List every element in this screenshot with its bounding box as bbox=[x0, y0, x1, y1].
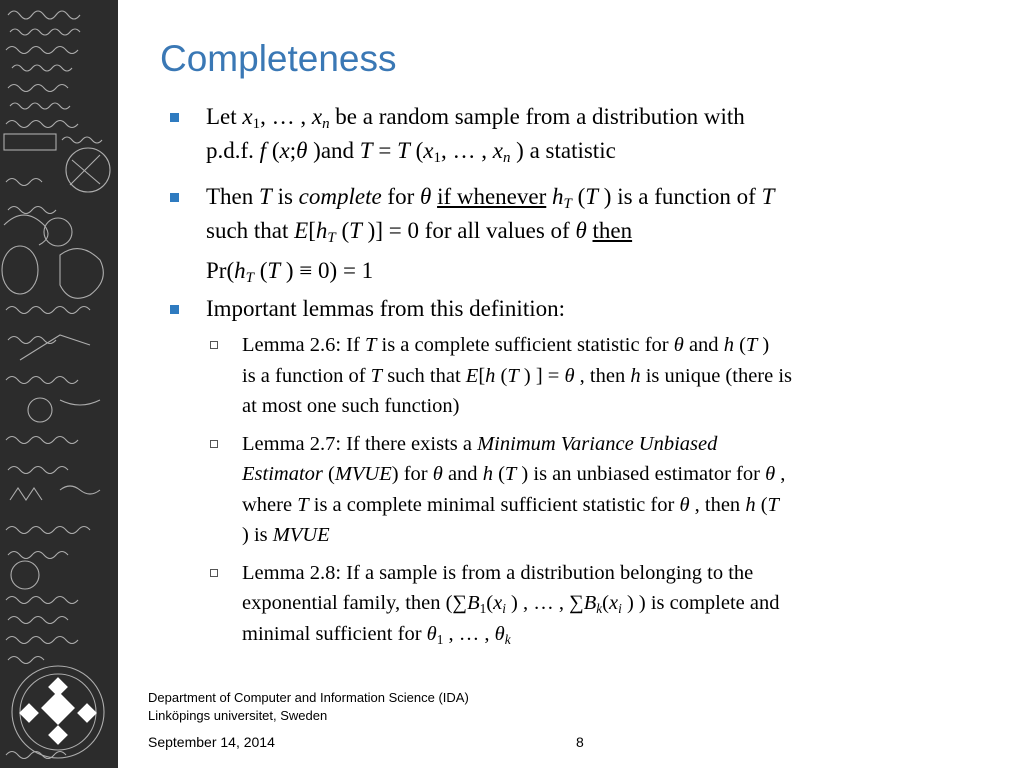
hollow-square-bullet-icon bbox=[210, 440, 218, 448]
text-line: minimal sufficient for $\theta_1$ , … , $\theta_k$ bbox=[242, 622, 511, 647]
footer-date: September 14, 2014 bbox=[148, 734, 275, 750]
slide-title: Completeness bbox=[160, 38, 397, 79]
text-line: ) is MVUE bbox=[242, 524, 330, 546]
probability-equation: $Pr(h_T$ (T ) ≡ 0) = 1 bbox=[206, 258, 374, 286]
text-line: is a function of T such that E[h (T ) ] = θ , then h is unique (there is bbox=[242, 364, 793, 387]
square-bullet-icon bbox=[170, 193, 179, 202]
chalkboard-sidebar bbox=[0, 0, 118, 768]
footer-department bbox=[148, 689, 469, 725]
page-number: 8 bbox=[576, 734, 584, 750]
lemma-2-7 bbox=[170, 429, 950, 551]
text-line: where T is a complete minimal sufficient statistic for θ , then h (T bbox=[242, 493, 779, 516]
text-line: such that $E[h_T$ (T )] = 0 for all values of θ then bbox=[206, 218, 633, 246]
slide-content bbox=[170, 100, 950, 656]
square-bullet-icon bbox=[170, 113, 179, 122]
hollow-square-bullet-icon bbox=[210, 569, 218, 577]
department-name: Department of Computer and Information Science (IDA) bbox=[148, 690, 469, 705]
bullet-lemmas-heading bbox=[170, 292, 950, 326]
lemma-2-6 bbox=[170, 330, 950, 422]
text-line: p.d.f. f (x;θ )and T = T ($x_1$, … , $x_n$ ) a statistic bbox=[206, 138, 616, 166]
linkoping-university-logo-icon bbox=[19, 677, 97, 745]
text-line: exponential family, then ($\sum B_1(x_i$ ) , … , $\sum B_k(x_i$ ) ) is complete and bbox=[242, 592, 780, 616]
text-line: Then T is complete for θ if whenever $h_T$ (T ) is a function of T bbox=[206, 184, 775, 212]
text-line: Lemma 2.8: If a sample is from a distribution belonging to the bbox=[242, 561, 754, 584]
lemma-2-8 bbox=[170, 558, 950, 650]
university-name: Linköpings universitet, Sweden bbox=[148, 708, 328, 723]
bullet-random-sample bbox=[170, 100, 950, 168]
bullet-complete-definition bbox=[170, 180, 950, 248]
text-line: Important lemmas from this definition: bbox=[206, 296, 565, 321]
chalkboard-doodles-icon bbox=[0, 0, 118, 768]
square-bullet-icon bbox=[170, 305, 179, 314]
text-line: Estimator (MVUE) for θ and h (T ) is an unbiased estimator for θ , bbox=[242, 463, 786, 485]
text-line: at most one such function) bbox=[242, 395, 460, 417]
hollow-square-bullet-icon bbox=[210, 341, 218, 349]
text-line: Lemma 2.7: If there exists a Minimum Variance Unbiased bbox=[242, 432, 718, 455]
text-line: Let $x_1$, … , $x_n$ be a random sample from a distribution with bbox=[206, 104, 745, 132]
text-line: Lemma 2.6: If T is a complete sufficient statistic for θ and h (T ) bbox=[242, 334, 770, 356]
